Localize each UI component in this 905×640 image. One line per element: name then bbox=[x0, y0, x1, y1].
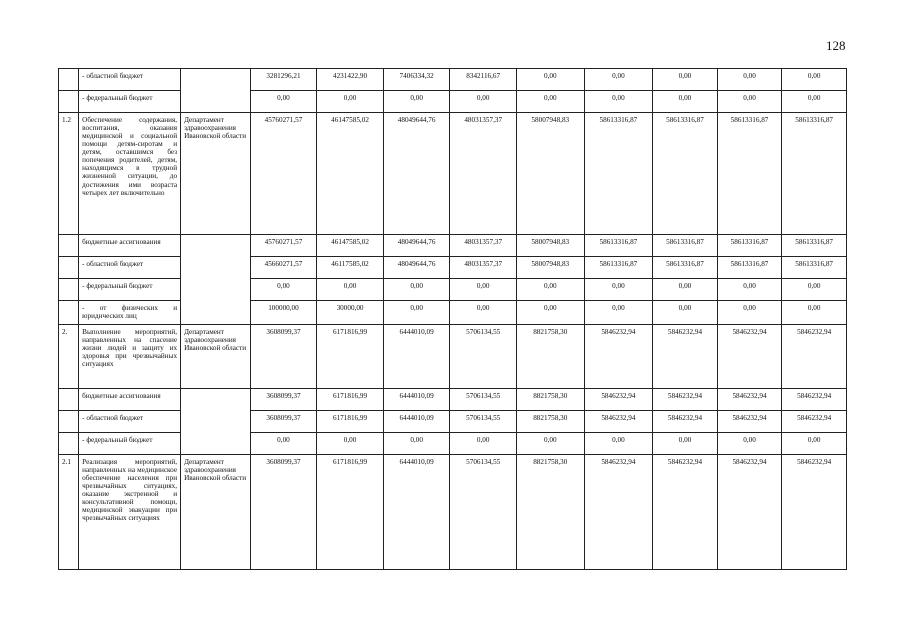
value-cell: 3608099,37 bbox=[250, 455, 317, 570]
table-row bbox=[59, 325, 847, 389]
value-cell: 6444010,09 bbox=[383, 411, 450, 433]
row-name: - федеральный бюджет bbox=[79, 433, 181, 455]
value-cell: 0,00 bbox=[584, 301, 653, 325]
value-cell: 6171816,99 bbox=[317, 389, 384, 411]
value-cell: 0,00 bbox=[450, 279, 517, 301]
value-cell: 0,00 bbox=[516, 69, 584, 91]
row-name: бюджетные ассигнования bbox=[79, 235, 181, 257]
value-cell: 0,00 bbox=[516, 279, 584, 301]
row-executor bbox=[181, 389, 251, 455]
row-name: - областной бюджет bbox=[79, 411, 181, 433]
value-cell: 0,00 bbox=[782, 91, 847, 113]
row-index bbox=[59, 235, 79, 257]
value-cell: 0,00 bbox=[653, 91, 718, 113]
value-cell: 5706134,55 bbox=[450, 325, 517, 389]
value-cell: 58007948,83 bbox=[516, 235, 584, 257]
value-cell: 5846232,94 bbox=[584, 389, 653, 411]
row-index bbox=[59, 91, 79, 113]
value-cell: 0,00 bbox=[653, 69, 718, 91]
value-cell: 0,00 bbox=[516, 433, 584, 455]
row-executor bbox=[181, 235, 251, 325]
value-cell: 58613316,87 bbox=[717, 257, 782, 279]
table-body bbox=[59, 69, 847, 570]
value-cell: 6444010,09 bbox=[383, 389, 450, 411]
row-executor: Департамент здравоохранения Ивановской области bbox=[181, 325, 251, 389]
value-cell: 0,00 bbox=[717, 433, 782, 455]
value-cell: 3281296,21 bbox=[250, 69, 317, 91]
value-cell: 45760271,57 bbox=[250, 235, 317, 257]
value-cell: 5706134,55 bbox=[450, 389, 517, 411]
value-cell: 0,00 bbox=[653, 279, 718, 301]
value-cell: 5846232,94 bbox=[653, 389, 718, 411]
value-cell: 5846232,94 bbox=[653, 411, 718, 433]
table-row bbox=[59, 235, 847, 257]
value-cell: 58613316,87 bbox=[782, 257, 847, 279]
value-cell: 0,00 bbox=[516, 301, 584, 325]
value-cell: 0,00 bbox=[653, 433, 718, 455]
value-cell: 0,00 bbox=[450, 301, 517, 325]
value-cell: 0,00 bbox=[250, 91, 317, 113]
row-executor: Департамент здравоохранения Ивановской области bbox=[181, 455, 251, 570]
value-cell: 58007948,83 bbox=[516, 113, 584, 235]
value-cell: 8342116,67 bbox=[450, 69, 517, 91]
value-cell: 4231422,90 bbox=[317, 69, 384, 91]
value-cell: 5846232,94 bbox=[717, 389, 782, 411]
value-cell: 6171816,99 bbox=[317, 455, 384, 570]
value-cell: 0,00 bbox=[782, 301, 847, 325]
value-cell: 58007948,83 bbox=[516, 257, 584, 279]
row-index bbox=[59, 411, 79, 433]
page-number: 128 bbox=[826, 38, 846, 53]
value-cell: 0,00 bbox=[516, 91, 584, 113]
value-cell: 8821758,30 bbox=[516, 455, 584, 570]
value-cell: 0,00 bbox=[250, 279, 317, 301]
value-cell: 5846232,94 bbox=[782, 389, 847, 411]
value-cell: 58613316,87 bbox=[717, 113, 782, 235]
row-name: - федеральный бюджет bbox=[79, 279, 181, 301]
table-row bbox=[59, 69, 847, 91]
value-cell: 0,00 bbox=[383, 91, 450, 113]
value-cell: 3608099,37 bbox=[250, 411, 317, 433]
value-cell: 30000,00 bbox=[317, 301, 384, 325]
row-index bbox=[59, 69, 79, 91]
value-cell: 0,00 bbox=[717, 279, 782, 301]
value-cell: 58613316,87 bbox=[782, 235, 847, 257]
row-index: 1.2 bbox=[59, 113, 79, 235]
row-index bbox=[59, 257, 79, 279]
value-cell: 48031357,37 bbox=[450, 235, 517, 257]
value-cell: 0,00 bbox=[782, 279, 847, 301]
value-cell: 0,00 bbox=[317, 433, 384, 455]
row-name: Выполнение мероприятий, направленных на спасение жизни людей и защиту их здоровья при чрезвычайных ситуациях bbox=[79, 325, 181, 389]
value-cell: 0,00 bbox=[653, 301, 718, 325]
row-name: бюджетные ассигнования bbox=[79, 389, 181, 411]
row-name: Реализация мероприятий, направленных на медицинское обеспечение населения при чрезвычайных ситуациях, оказание экстренной и консультативной помощи, медицинской эвакуации при чрезвычайных ситуациях bbox=[79, 455, 181, 570]
value-cell: 5846232,94 bbox=[782, 411, 847, 433]
table-row bbox=[59, 257, 847, 279]
value-cell: 5706134,55 bbox=[450, 411, 517, 433]
value-cell: 0,00 bbox=[317, 279, 384, 301]
value-cell: 48031357,37 bbox=[450, 113, 517, 235]
value-cell: 5846232,94 bbox=[782, 455, 847, 570]
value-cell: 0,00 bbox=[782, 433, 847, 455]
value-cell: 5846232,94 bbox=[653, 325, 718, 389]
value-cell: 58613316,87 bbox=[782, 113, 847, 235]
row-name: - от физических и юридических лиц bbox=[79, 301, 181, 325]
table-row bbox=[59, 411, 847, 433]
row-name: - областной бюджет bbox=[79, 69, 181, 91]
value-cell: 100000,00 bbox=[250, 301, 317, 325]
table-row bbox=[59, 433, 847, 455]
row-executor: Департамент здравоохранения Ивановской области bbox=[181, 113, 251, 235]
value-cell: 6171816,99 bbox=[317, 411, 384, 433]
row-index bbox=[59, 301, 79, 325]
value-cell: 5846232,94 bbox=[584, 455, 653, 570]
value-cell: 0,00 bbox=[383, 279, 450, 301]
row-index bbox=[59, 389, 79, 411]
value-cell: 0,00 bbox=[584, 91, 653, 113]
table-row bbox=[59, 279, 847, 301]
value-cell: 8821758,30 bbox=[516, 411, 584, 433]
value-cell: 6444010,09 bbox=[383, 325, 450, 389]
row-index: 2. bbox=[59, 325, 79, 389]
value-cell: 3608099,37 bbox=[250, 325, 317, 389]
value-cell: 0,00 bbox=[250, 433, 317, 455]
value-cell: 58613316,87 bbox=[653, 113, 718, 235]
value-cell: 46147585,02 bbox=[317, 235, 384, 257]
value-cell: 5846232,94 bbox=[717, 455, 782, 570]
value-cell: 6444010,09 bbox=[383, 455, 450, 570]
value-cell: 0,00 bbox=[450, 91, 517, 113]
value-cell: 8821758,30 bbox=[516, 389, 584, 411]
value-cell: 5846232,94 bbox=[584, 325, 653, 389]
value-cell: 48049644,76 bbox=[383, 257, 450, 279]
value-cell: 58613316,87 bbox=[653, 257, 718, 279]
value-cell: 0,00 bbox=[782, 69, 847, 91]
value-cell: 58613316,87 bbox=[584, 235, 653, 257]
value-cell: 48049644,76 bbox=[383, 235, 450, 257]
value-cell: 6171816,99 bbox=[317, 325, 384, 389]
value-cell: 46147585,02 bbox=[317, 113, 384, 235]
value-cell: 8821758,30 bbox=[516, 325, 584, 389]
value-cell: 0,00 bbox=[717, 301, 782, 325]
value-cell: 0,00 bbox=[383, 301, 450, 325]
row-name: - федеральный бюджет bbox=[79, 91, 181, 113]
value-cell: 0,00 bbox=[584, 433, 653, 455]
value-cell: 46117585,02 bbox=[317, 257, 384, 279]
row-executor bbox=[181, 69, 251, 113]
value-cell: 45760271,57 bbox=[250, 113, 317, 235]
value-cell: 5846232,94 bbox=[653, 455, 718, 570]
value-cell: 58613316,87 bbox=[717, 235, 782, 257]
value-cell: 58613316,87 bbox=[653, 235, 718, 257]
value-cell: 5846232,94 bbox=[584, 411, 653, 433]
row-index bbox=[59, 279, 79, 301]
table-row bbox=[59, 389, 847, 411]
value-cell: 5846232,94 bbox=[782, 325, 847, 389]
value-cell: 58613316,87 bbox=[584, 113, 653, 235]
value-cell: 5846232,94 bbox=[717, 411, 782, 433]
value-cell: 0,00 bbox=[450, 433, 517, 455]
row-name: - областной бюджет bbox=[79, 257, 181, 279]
value-cell: 0,00 bbox=[317, 91, 384, 113]
value-cell: 0,00 bbox=[584, 69, 653, 91]
value-cell: 3608099,37 bbox=[250, 389, 317, 411]
value-cell: 5846232,94 bbox=[717, 325, 782, 389]
row-name: Обеспечение содержания, воспитания, оказания медицинской и социальной помощи детям-сиротам и детям, оставшимся без попечения родителей, детям, находящимся в трудной жизненной ситуации, до достижения ими возраста четырех лет включительно bbox=[79, 113, 181, 235]
table-row bbox=[59, 113, 847, 235]
table-row bbox=[59, 91, 847, 113]
value-cell: 45660271,57 bbox=[250, 257, 317, 279]
table-row bbox=[59, 301, 847, 325]
value-cell: 0,00 bbox=[383, 433, 450, 455]
value-cell: 0,00 bbox=[584, 279, 653, 301]
table-row bbox=[59, 455, 847, 570]
value-cell: 5706134,55 bbox=[450, 455, 517, 570]
value-cell: 7406334,32 bbox=[383, 69, 450, 91]
row-index: 2.1 bbox=[59, 455, 79, 570]
value-cell: 48049644,76 bbox=[383, 113, 450, 235]
budget-table bbox=[58, 68, 847, 570]
value-cell: 48031357,37 bbox=[450, 257, 517, 279]
row-index bbox=[59, 433, 79, 455]
value-cell: 0,00 bbox=[717, 69, 782, 91]
value-cell: 0,00 bbox=[717, 91, 782, 113]
value-cell: 58613316,87 bbox=[584, 257, 653, 279]
